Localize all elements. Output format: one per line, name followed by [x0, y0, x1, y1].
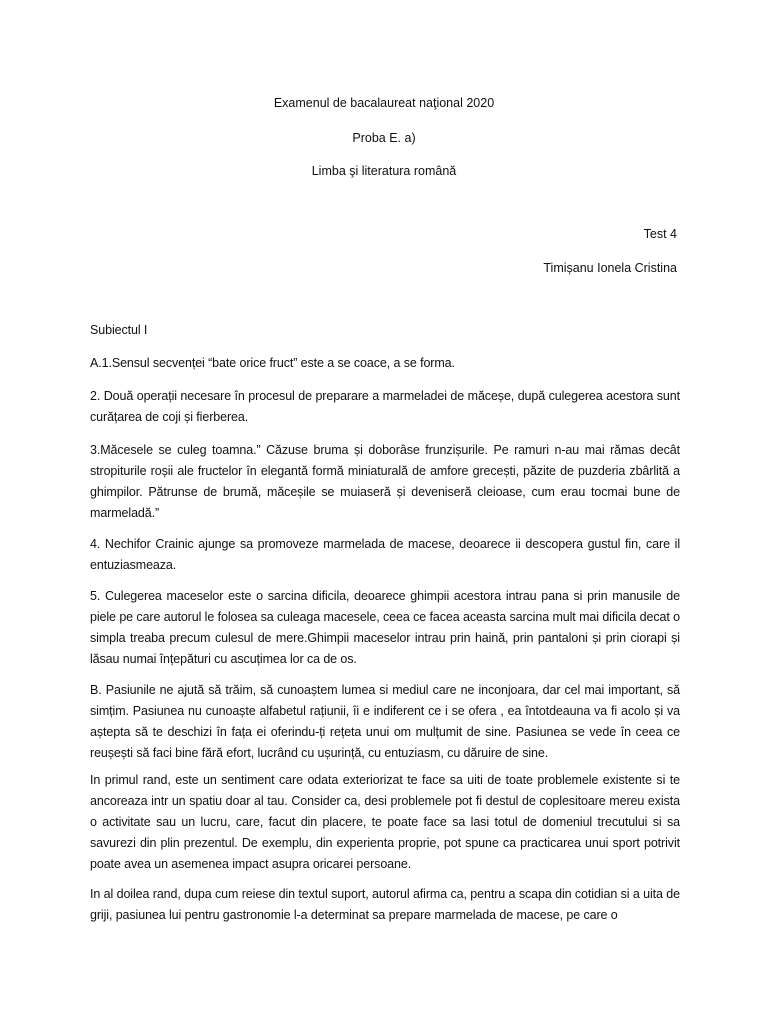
paragraph: In al doilea rand, dupa cum reiese din textul suport, autorul afirma ca, pentru a scapa din cotidian si a uita de griji, pasiunea lui pentru gastronomie l-a determinat sa prepare marmelada de macese, pe care o: [90, 887, 680, 922]
paragraph: 5. Culegerea maceselor este o sarcina dificila, deoarece ghimpii acestora intrau pana si prin manusile de piele pe care autorul le folosea sa culeaga macesele, ceea ce facea aceasta sarcina mult mai dificila decat o simpla treaba precum culesul de mere.Ghimpii maceselor intrau prin haină, prin pantaloni și prin ciorapi și lăsau numai înțepături cu ascuțimea lor ca de os.: [90, 589, 680, 666]
paragraph: A.1.Sensul secvenței “bate orice fruct” este a se coace, a se forma.: [90, 356, 455, 370]
answer-b-first-argument: [90, 770, 680, 875]
paragraph: 2. Două operații necesare în procesul de preparare a marmeladei de măceșe, după culegerea acestora sunt curățarea de coji și fierberea.: [90, 389, 680, 424]
author-name: Timișanu Ionela Cristina: [543, 261, 677, 275]
answer-a1: [90, 353, 680, 374]
section-title: [90, 320, 680, 341]
exam-title: Examenul de bacalaureat naţional 2020: [273, 96, 495, 110]
answer-2: [90, 386, 680, 428]
subject-name: Limba şi literatura română: [311, 164, 457, 178]
paragraph: 3.Măcesele se culeg toamna.” Căzuse bruma și doborâse frunzișurile. Pe ramuri n-au mai rămas decât stropiturile roșii ale fructelor în elegantă formă miniaturală de amfore grecești, păzite de puzderia zbârlită a ghimpilor. Pătrunse de brumă, măceșile se muiaseră și deveniseră cleioase, cum erau tocmai bune de marmeladă.”: [90, 443, 680, 520]
answer-5: [90, 586, 680, 670]
test-part: Proba E. a): [352, 131, 416, 145]
section-heading: Subiectul I: [90, 323, 148, 337]
answer-b-second-argument: [90, 884, 680, 926]
answer-3: [90, 440, 680, 524]
paragraph: In primul rand, este un sentiment care odata exteriorizat te face sa uiti de toate problemele existente si te ancoreaza intr un spatiu doar al tau. Consider ca, desi problemele pot fi destul de coplesitoare mereu exista o activitate sau un lucru, care, facut din placere, te poate face sa lasi totul de domeniul trecutului si sa savurezi din plin prezentul. De exemplu, din experienta proprie, pot spune ca practicarea unui sport potrivit poate avea un asemenea impact asupra oricarei persoane.: [90, 773, 680, 871]
test-number: Test 4: [643, 227, 677, 241]
paragraph: 4. Nechifor Crainic ajunge sa promoveze marmelada de macese, deoarece ii descopera gustul fin, care il entuziasmeaza.: [90, 537, 680, 572]
answer-4: [90, 534, 680, 576]
paragraph: B. Pasiunile ne ajută să trăim, să cunoaștem lumea si mediul care ne inconjoara, dar cel mai important, să simțim. Pasiunea nu cunoaște alfabetul rațiunii, îi e indiferent ce i se ofera , ea întotdeauna va fi acolo și va aștepta să te deschizi în fața ei oferindu-ți rețeta unui om mulțumit de sine. Pasiunea se vede în ceea ce reușești să faci bine fără efort, lucrând cu ușurință, cu entuziasm, cu dăruire de sine.: [90, 683, 680, 760]
answer-b-intro: [90, 680, 680, 764]
